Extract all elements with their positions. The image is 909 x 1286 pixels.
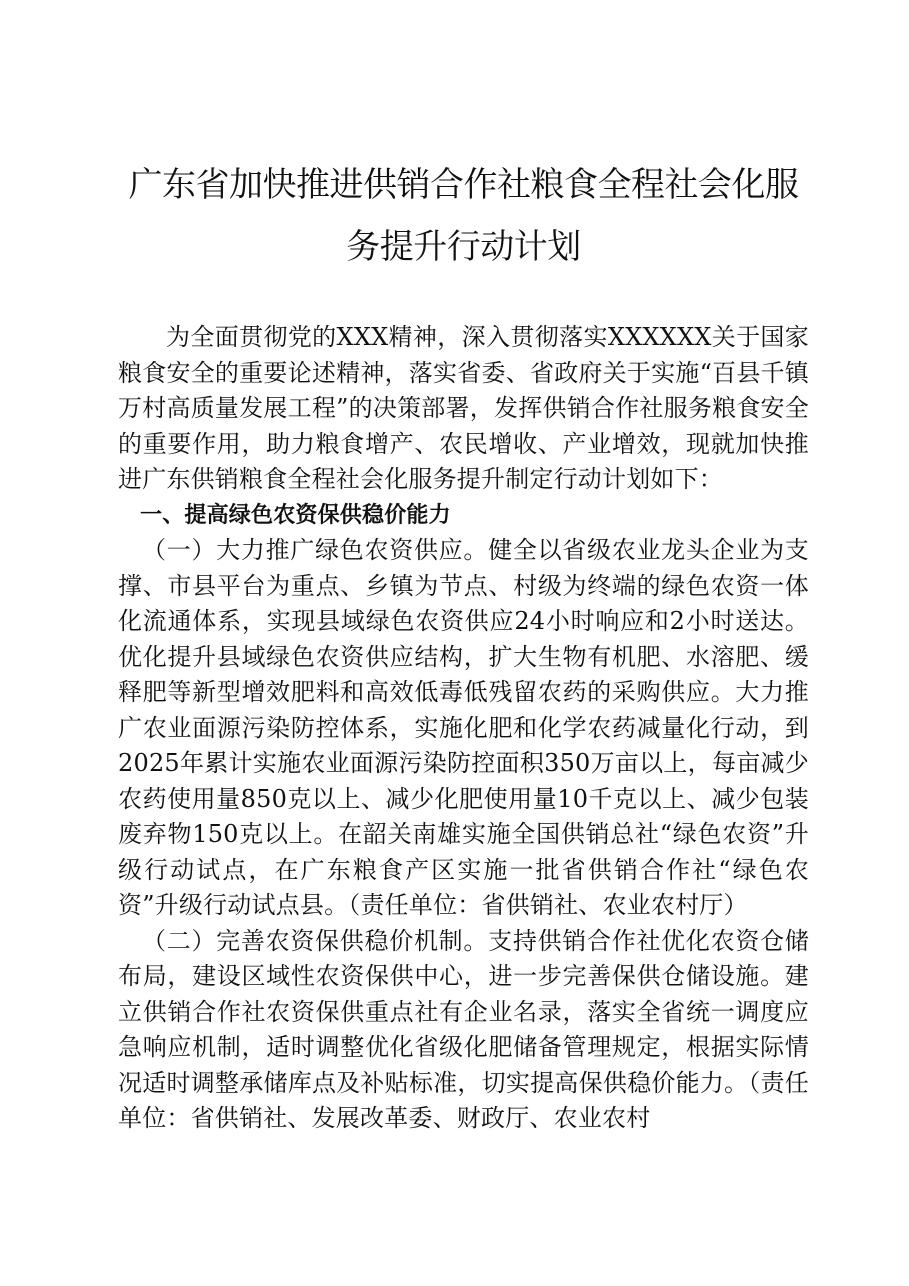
section-1-item-2: （二）完善农资保供稳价机制。支持供销合作社优化农资仓储布局，建设区域性农资保供中心，进一步完善保供仓储设施。建立供销合作社农资保供重点社有企业名录，落实全省统一调度应急响应机制，适时调整优化省级化肥储备管理规定，根据实际情况适时调整承储库点及补贴标准，切实提高保供稳价能力。（责任单位：省供销社、发展改革委、财政厅、农业农村 (118, 926, 809, 1132)
title-line-2: 务提升行动计划 (346, 227, 581, 267)
document-body (118, 320, 809, 1137)
section-1-heading: 一、提高绿色农资保供稳价能力 (140, 502, 451, 528)
title-line-1: 广东省加快推进供销合作社粮食全程社会化服 (128, 165, 799, 205)
intro-paragraph: 为全面贯彻党的XXX精神，深入贯彻落实XXXXXX关于国家粮食安全的重要论述精神，落实省委、省政府关于实施“百县千镇万村高质量发展工程”的决策部署，发挥供销合作社服务粮食安全的重要作用，助力粮食增产、农民增收、产业增效，现就加快推进广东供销粮食全程社会化服务提升制定行动计划如下： (118, 323, 809, 493)
document-title (118, 0, 809, 278)
section-1-item-1: （一）大力推广绿色农资供应。健全以省级农业龙头企业为支撑、市县平台为重点、乡镇为节点、村级为终端的绿色农资一体化流通体系，实现县域绿色农资供应24小时响应和2小时送达。优化提升县域绿色农资供应结构，扩大生物有机肥、水溶肥、缓释肥等新型增效肥料和高效低毒低残留农药的采购供应。大力推广农业面源污染防控体系，实施化肥和化学农药减量化行动，到2025年累计实施农业面源污染防控面积350万亩以上，每亩减少农药使用量850克以上、减少化肥使用量10千克以上、减少包装废弃物150克以上。在韶关南雄实施全国供销总社“绿色农资”升级行动试点，在广东粮食产区实施一批省供销合作社“绿色农资”升级行动试点县。（责任单位：省供销社、农业农村厅） (118, 536, 809, 919)
